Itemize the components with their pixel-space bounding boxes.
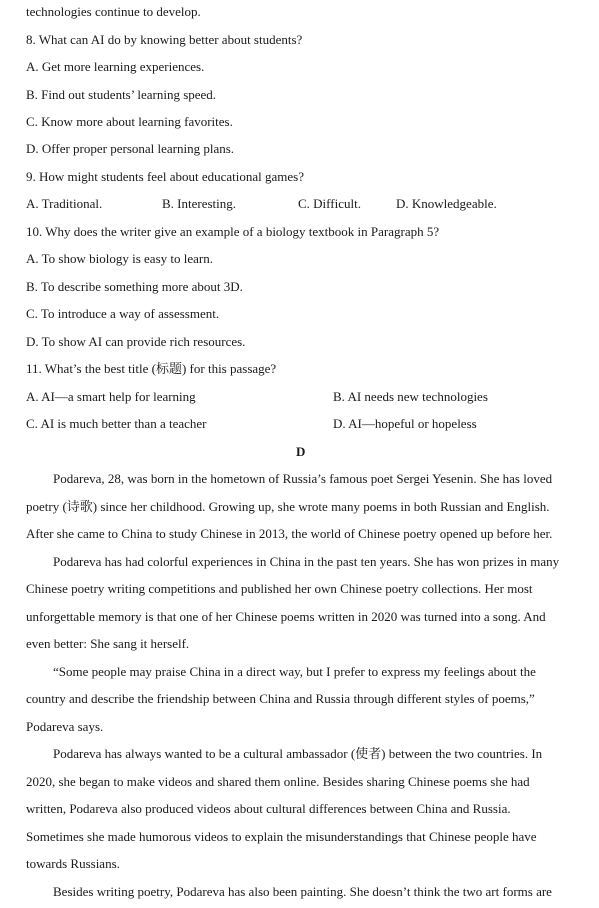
question-8: 8. What can AI do by knowing better about students? bbox=[26, 32, 303, 47]
question-9: 9. How might students feel about educational games? bbox=[26, 169, 304, 184]
q8-option-d: D. Offer proper personal learning plans. bbox=[26, 141, 235, 156]
q11-option-b: B. AI needs new technologies bbox=[333, 389, 488, 404]
passage-line: After she came to China to study Chinese in 2013, the world of Chinese poetry opened up before her. bbox=[26, 526, 553, 541]
passage-line: Chinese poetry writing competitions and published her own Chinese poetry collections. Her most bbox=[26, 581, 533, 596]
q8-option-a: A. Get more learning experiences. bbox=[26, 59, 205, 74]
q8-option-b: B. Find out students’ learning speed. bbox=[26, 87, 217, 102]
q11-option-d: D. AI—hopeful or hopeless bbox=[333, 416, 477, 431]
passage-line: Podareva has had colorful experiences in China in the past ten years. She has won prizes in many bbox=[53, 554, 560, 569]
passage-line: Besides writing poetry, Podareva has also been painting. She doesn’t think the two art forms are bbox=[53, 884, 552, 899]
passage-line: 2020, she began to make videos and shared them online. Besides sharing Chinese poems she had bbox=[26, 774, 530, 789]
q11-option-c: C. AI is much better than a teacher bbox=[26, 416, 207, 431]
q10-option-b: B. To describe something more about 3D. bbox=[26, 279, 243, 294]
q9-option-b: B. Interesting. bbox=[162, 196, 237, 211]
q9-option-d: D. Knowledgeable. bbox=[396, 196, 497, 211]
q11-option-a: A. AI—a smart help for learning bbox=[26, 389, 196, 404]
passage-line: unforgettable memory is that one of her Chinese poems written in 2020 was turned into a song. And bbox=[26, 609, 546, 624]
passage-line: Sometimes she made humorous videos to explain the misunderstandings that Chinese people have bbox=[26, 829, 537, 844]
passage-line: even better: She sang it herself. bbox=[26, 636, 190, 651]
passage-line: Podareva has always wanted to be a cultural ambassador (使者) between the two countries. In bbox=[53, 746, 543, 761]
passage-line: poetry (诗歌) since her childhood. Growing up, she wrote many poems in both Russian and English. bbox=[26, 499, 550, 514]
q10-option-a: A. To show biology is easy to learn. bbox=[26, 251, 213, 266]
section-d-heading: D bbox=[296, 444, 306, 459]
passage-line: country and describe the friendship between China and Russia through different styles of poems,” bbox=[26, 691, 535, 706]
question-10: 10. Why does the writer give an example of a biology textbook in Paragraph 5? bbox=[26, 224, 440, 239]
passage-line: Podareva, 28, was born in the hometown of Russia’s famous poet Sergei Yesenin. She has loved bbox=[53, 471, 553, 486]
q8-option-c: C. Know more about learning favorites. bbox=[26, 114, 233, 129]
q9-option-c: C. Difficult. bbox=[298, 196, 361, 211]
passage-line: written, Podareva also produced videos about cultural differences between China and Russia. bbox=[26, 801, 511, 816]
q9-option-a: A. Traditional. bbox=[26, 196, 103, 211]
passage-line: “Some people may praise China in a direct way, but I prefer to express my feelings about the bbox=[53, 664, 536, 679]
q10-option-d: D. To show AI can provide rich resources. bbox=[26, 334, 246, 349]
q10-option-c: C. To introduce a way of assessment. bbox=[26, 306, 220, 321]
continuation-text: technologies continue to develop. bbox=[26, 4, 201, 19]
passage-line: Podareva says. bbox=[26, 719, 104, 734]
passage-line: towards Russians. bbox=[26, 856, 120, 871]
question-11: 11. What’s the best title (标题) for this passage? bbox=[26, 361, 277, 376]
